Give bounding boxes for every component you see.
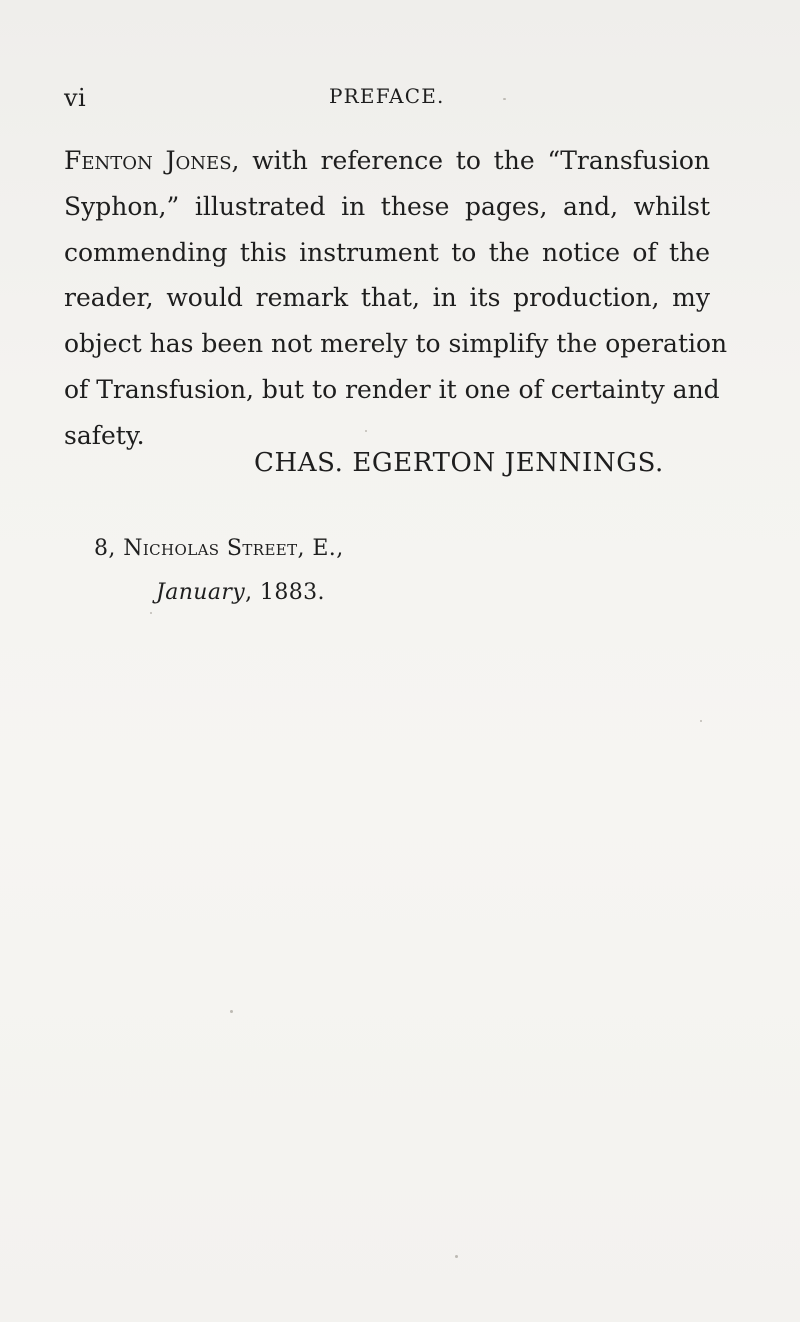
paper-speck bbox=[365, 430, 367, 432]
paper-speck bbox=[503, 98, 506, 100]
paper-speck bbox=[455, 1255, 458, 1258]
running-title: PREFACE. bbox=[329, 84, 445, 108]
paragraph-line: of Transfusion, but to render it one of certainty and bbox=[64, 374, 720, 404]
paper-speck bbox=[150, 612, 152, 614]
address-number: 8, bbox=[94, 536, 124, 561]
paper-speck bbox=[230, 1010, 233, 1013]
address-line bbox=[94, 536, 344, 561]
paragraph-line: object has been not merely to simplify the operation bbox=[64, 329, 728, 359]
paragraph-line: Syphon,” illustrated in these pages, and, whilst bbox=[64, 191, 710, 221]
paper-speck bbox=[700, 720, 702, 722]
paragraph-line: reader, would remark that, in its production, my bbox=[64, 283, 710, 313]
date-month: January bbox=[156, 580, 246, 605]
paragraph-line bbox=[64, 138, 710, 184]
paragraph-line: safety. bbox=[64, 420, 145, 450]
preface-paragraph bbox=[64, 138, 728, 459]
author-signature: CHAS. EGERTON JENNINGS. bbox=[254, 448, 664, 478]
page-number: vi bbox=[64, 84, 87, 112]
line-text: , with reference to the “Transfusion bbox=[231, 146, 710, 175]
date-line bbox=[156, 580, 325, 605]
date-year: , 1883. bbox=[245, 580, 325, 605]
author-name-small-caps: Fenton Jones bbox=[64, 146, 232, 175]
paragraph-line: commending this instrument to the notice of the bbox=[64, 237, 710, 267]
address-street: Nicholas Street, E., bbox=[123, 536, 344, 561]
running-head bbox=[64, 80, 714, 114]
